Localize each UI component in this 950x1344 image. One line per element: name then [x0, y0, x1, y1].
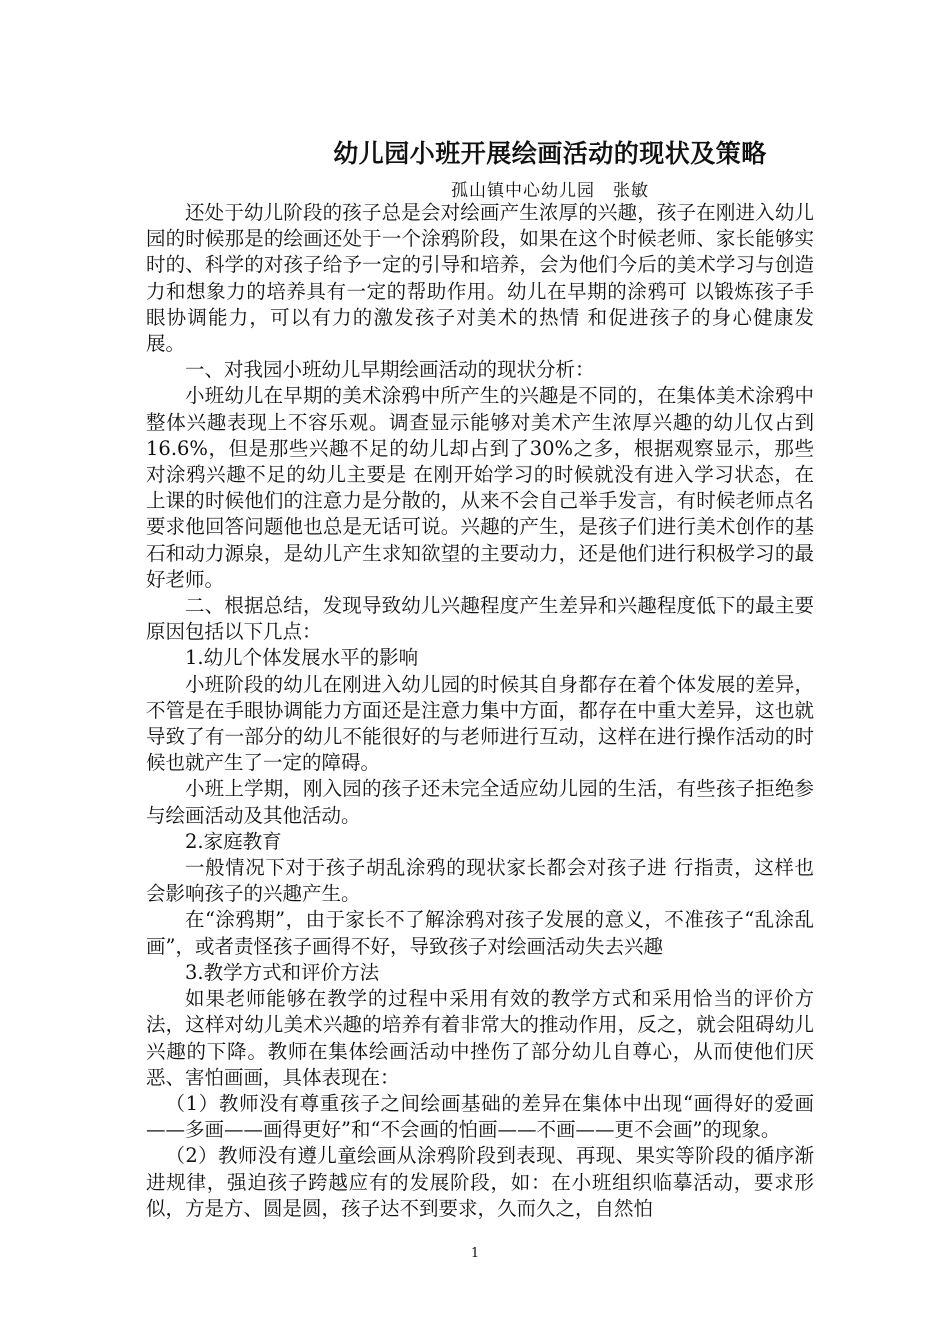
document-title: 幼儿园小班开展绘画活动的现状及策略	[333, 139, 767, 168]
subheading-2: 2.家庭教育	[185, 829, 282, 853]
list-item-2: （2）教师没有遵儿童绘画从涂鸦阶段到表现、再现、果实等阶段的循序渐进规律，强迫孩子跨越应有的发展阶段，如：在小班组织临摹活动，要求形似，方是方、圆是圆，孩子达不到要求，久而久之，自然怕	[146, 1144, 814, 1220]
paragraph-family-2: 在“涂鸦期”，由于家长不了解涂鸦对孩子发展的意义，不准孩子“乱涂乱画”，或者责怪孩子画得不好，导致孩子对绘画活动失去兴趣	[146, 908, 814, 958]
paragraph-individual: 小班阶段的幼儿在刚进入幼儿园的时候其自身都存在着个体发展的差异，不管是在手眼协调能力方面还是注意力集中方面，都存在中重大差异，这也就导致了有一部分的幼儿不能很好的与老师进行互动，这样在进行操作活动的时候也就产生了一定的障碍。	[146, 672, 814, 775]
document-body	[146, 200, 814, 1222]
paragraph-semester: 小班上学期，刚入园的孩子还未完全适应幼儿园的生活，有些孩子拒绝参与绘画活动及其他活动。	[146, 777, 814, 827]
author-line: 孤山镇中心幼儿园 张敏	[451, 181, 649, 201]
subheading-1: 1.幼儿个体发展水平的影响	[185, 646, 419, 670]
subheading-3: 3.教学方式和评价方法	[185, 960, 380, 984]
paragraph-teaching: 如果老师能够在教学的过程中采用有效的教学方式和采用恰当的评价方法，这样对幼儿美术兴趣的培养有着非常大的推动作用，反之，就会阻碍幼儿兴趣的下降。教师在集体绘画活动中挫伤了部分幼儿自尊心，从而使他们厌恶、害怕画画，具体表现在：	[146, 987, 814, 1089]
section-heading-1: 一、对我园小班幼儿早期绘画活动的现状分析：	[185, 358, 595, 382]
paragraph-status: 小班幼儿在早期的美术涂鸦中所产生的兴趣是不同的，在集体美术涂鸦中整体兴趣表现上不容乐观。调查显示能够对美术产生浓厚兴趣的幼儿仅占到16.6%，但是那些兴趣不足的幼儿却占到了30%之多，根据观察显示，那些对涂鸦兴趣不足的幼儿主要是 在刚开始学习的时候就没有进入学习状态，在上课的时候他们的注意力是分散的，从来不会自己举手发言，有时候老师点名要求他回答问题他也总是无话可说。兴趣的产生，是孩子们进行美术创作的基石和动力源泉，是幼儿产生求知欲望的主要动力，还是他们进行积极学习的最好老师。	[146, 384, 814, 591]
list-item-1: （1）教师没有尊重孩子之间绘画基础的差异在集体中出现“画得好的爱画——多画——画得更好”和“不会画的怕画——不画——更不会画”的现象。	[146, 1091, 814, 1142]
section-heading-2: 二、根据总结，发现导致幼儿兴趣程度产生差异和兴趣程度低下的最主要原因包括以下几点：	[146, 594, 814, 644]
paragraph-family-1: 一般情况下对于孩子胡乱涂鸦的现状家长都会对孩子进 行指责，这样也会影响孩子的兴趣产生。	[146, 856, 814, 906]
paragraph-intro: 还处于幼儿阶段的孩子总是会对绘画产生浓厚的兴趣，孩子在刚进入幼儿园的时候那是的绘画还处于一个涂鸦阶段，如果在这个时候老师、家长能够实时的、科学的对孩子给予一定的引导和培养，会为他们今后的美术学习与创造 力和想象力的培养具有一定的帮助作用。幼儿在早期的涂鸦可 以锻炼孩子手眼协调能力，可以有力的激发孩子对美术的热情 和促进孩子的身心健康发展。	[146, 201, 814, 356]
page-number: 1	[470, 1246, 480, 1261]
